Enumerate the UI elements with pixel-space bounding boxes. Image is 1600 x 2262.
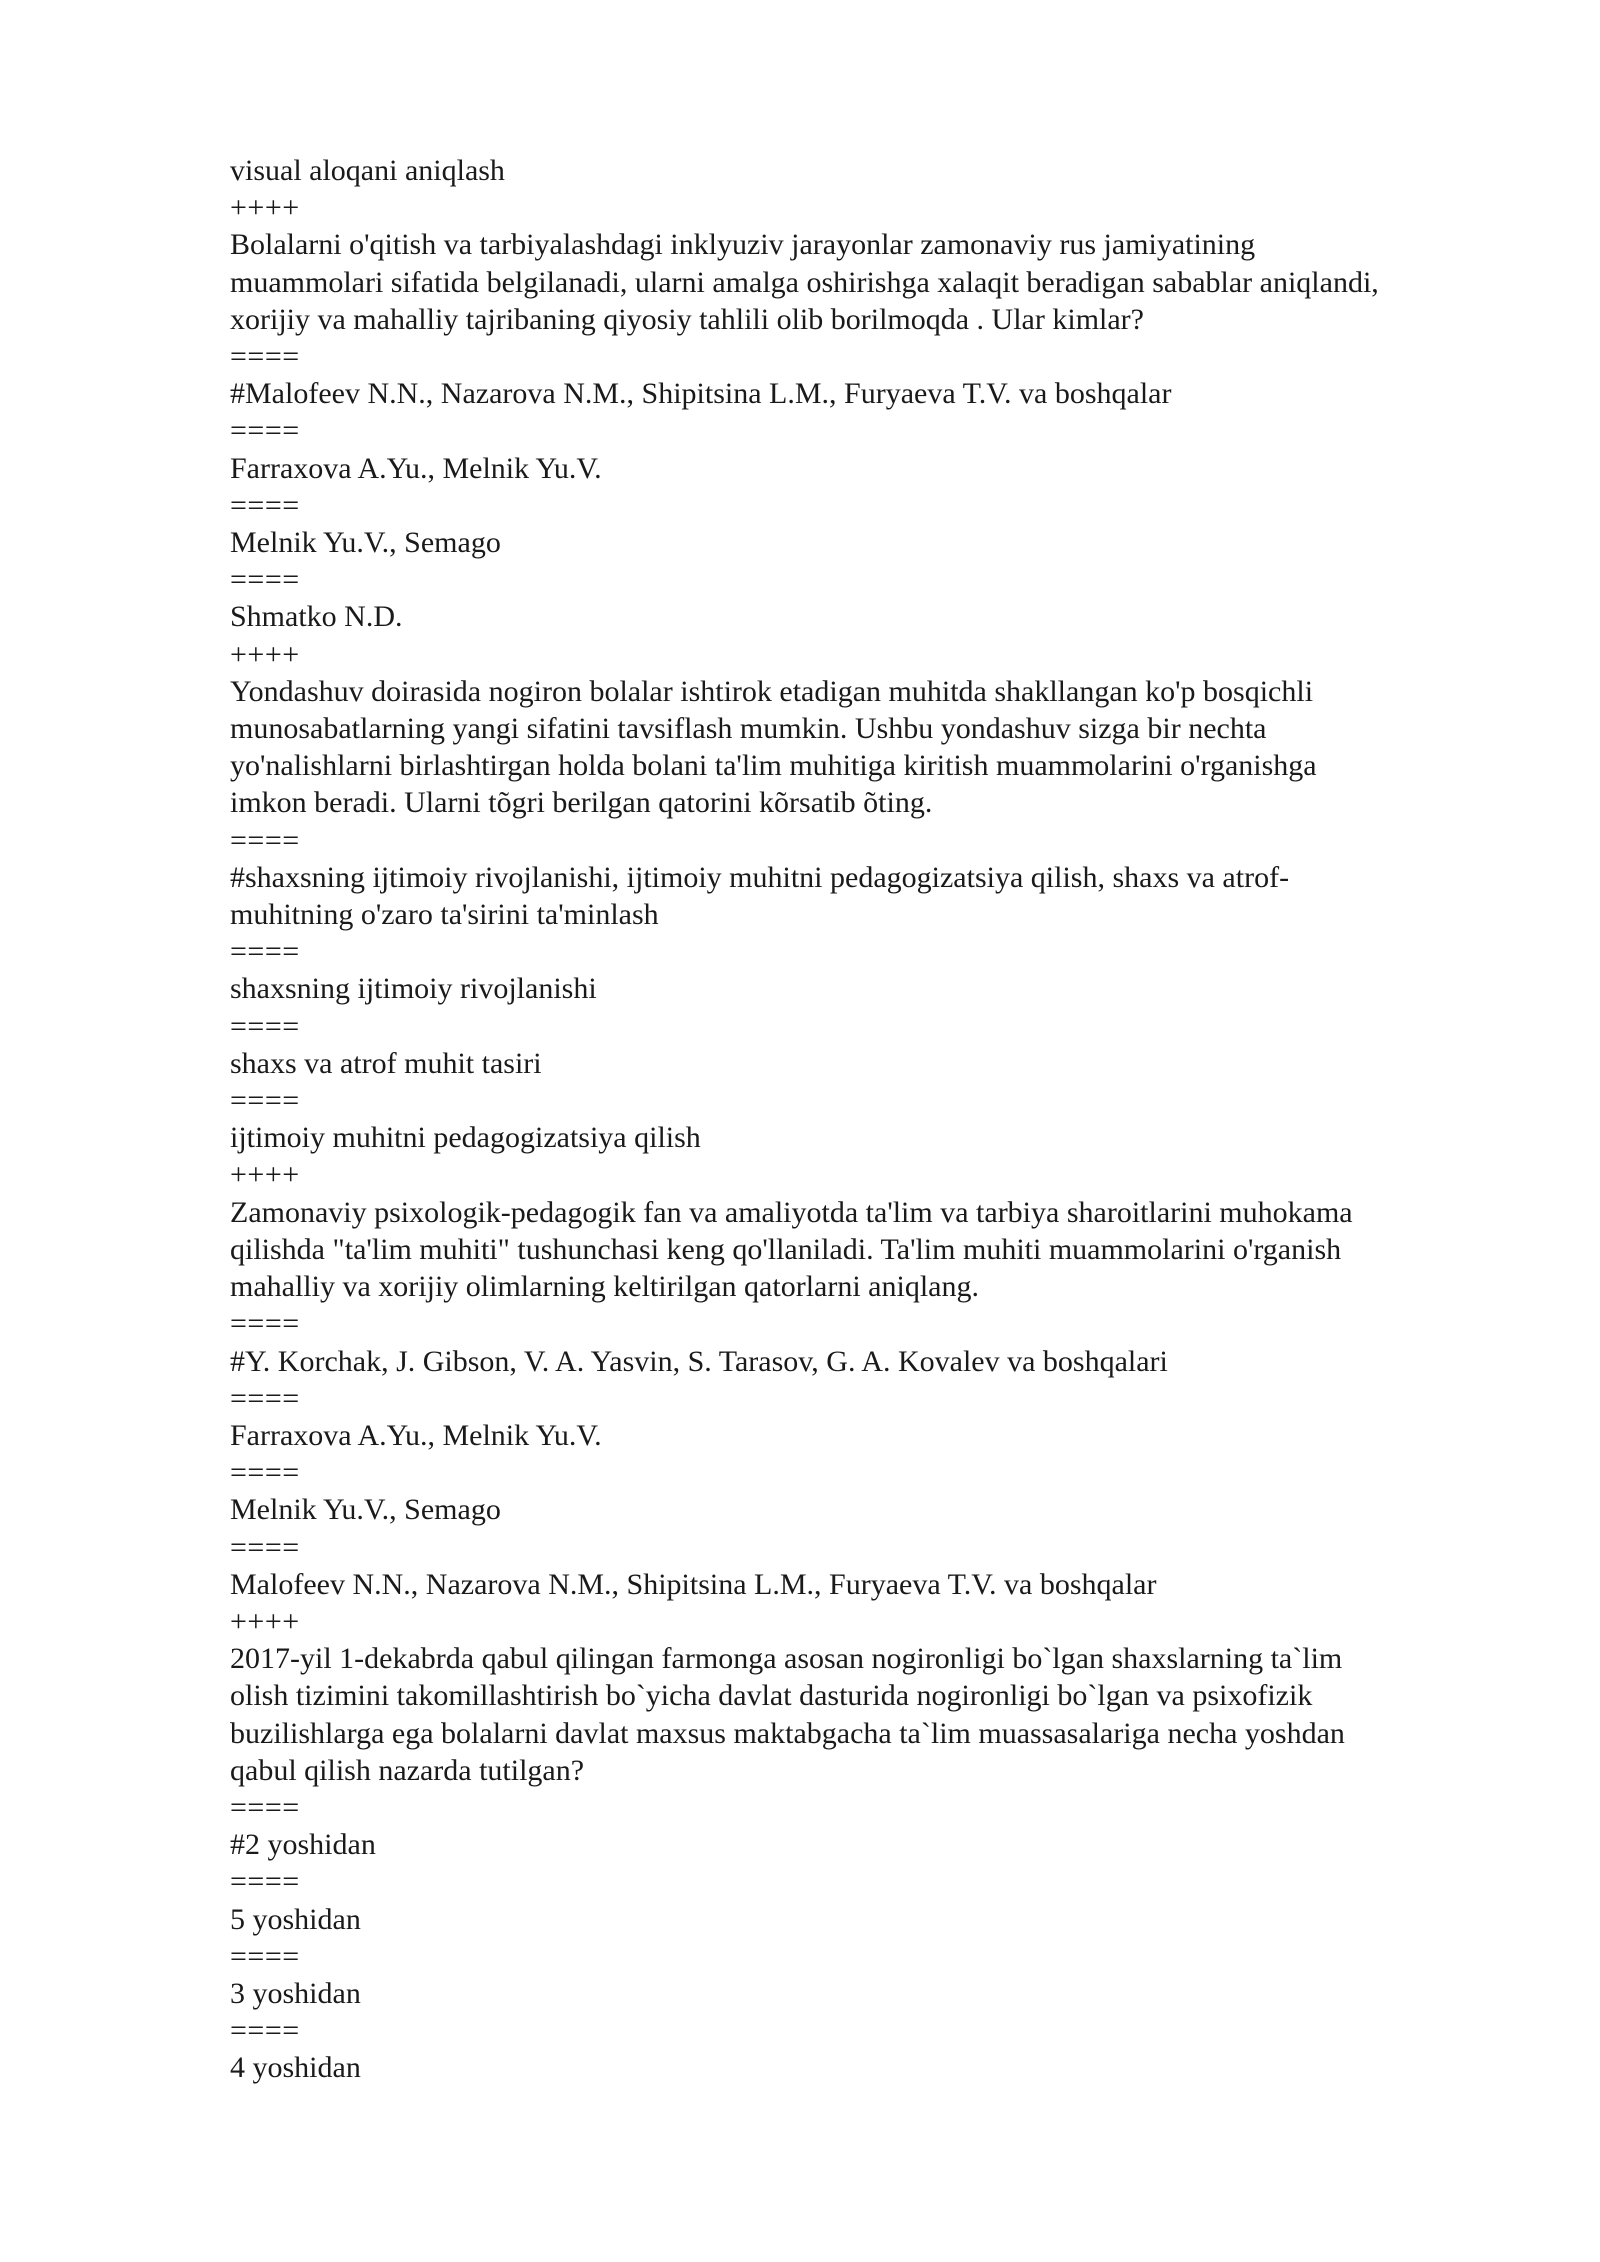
answer-option-line: Melnik Yu.V., Semago <box>230 1493 501 1527</box>
separator-line: ==== <box>230 1084 300 1118</box>
correct-answer-line: #Malofeev N.N., Nazarova N.M., Shipitsina L.M., Furyaeva T.V. va boshqalar <box>230 377 1172 411</box>
separator-line: ==== <box>230 935 300 969</box>
separator-line: ==== <box>230 563 300 597</box>
question-text-line: Bolalarni o'qitish va tarbiyalashdagi inklyuziv jarayonlar zamonaviy rus jamiyatining <box>230 228 1256 262</box>
correct-answer-line: #Y. Korchak, J. Gibson, V. A. Yasvin, S. Tarasov, G. A. Kovalev va boshqalari <box>230 1344 1168 1378</box>
question-text-line: muammolari sifatida belgilanadi, ularni amalga oshirishga xalaqit beradigan sabablar aniqlandi, <box>230 265 1379 299</box>
correct-answer-line: #2 yoshidan <box>230 1828 376 1862</box>
answer-option-line: shaxs va atrof muhit tasiri <box>230 1046 542 1080</box>
question-text-line: 2017-yil 1-dekabrda qabul qilingan farmonga asosan nogironligi bo`lgan shaxslarning ta`lim <box>230 1642 1343 1676</box>
answer-option-line: 3 yoshidan <box>230 1976 361 2010</box>
separator-line: ==== <box>230 1307 300 1341</box>
answer-option-line: Farraxova A.Yu., Melnik Yu.V. <box>230 451 602 485</box>
separator-line: ==== <box>230 1865 300 1899</box>
separator-line: ==== <box>230 1790 300 1824</box>
question-text-line: imkon beradi. Ularni tõgri berilgan qatorini kõrsatib õting. <box>230 786 933 820</box>
answer-option-line: 4 yoshidan <box>230 2051 361 2085</box>
separator-line: ==== <box>230 340 300 374</box>
question-text-line: xorijiy va mahalliy tajribaning qiyosiy tahlili olib borilmoqda . Ular kimlar? <box>230 302 1144 336</box>
question-text-line: yo'nalishlarni birlashtirgan holda bolani ta'lim muhitiga kiritish muammolarini o'rganishga <box>230 749 1317 783</box>
separator-line: ==== <box>230 1530 300 1564</box>
separator-line: ==== <box>230 1456 300 1490</box>
separator-line: ==== <box>230 1009 300 1043</box>
separator-line: ==== <box>230 823 300 857</box>
answer-option-line: Melnik Yu.V., Semago <box>230 526 501 560</box>
correct-answer-line: #shaxsning ijtimoiy rivojlanishi, ijtimoiy muhitni pedagogizatsiya qilish, shaxs va atrof- <box>230 860 1290 894</box>
separator-line: ==== <box>230 2014 300 2048</box>
answer-option-line: Shmatko N.D. <box>230 600 403 634</box>
answer-option-line: ijtimoiy muhitni pedagogizatsiya qilish <box>230 1121 701 1155</box>
question-text-line: qabul qilish nazarda tutilgan? <box>230 1753 585 1787</box>
question-text-line: munosabatlarning yangi sifatini tavsiflash mumkin. Ushbu yondashuv sizga bir nechta <box>230 712 1267 746</box>
text-line: visual aloqani aniqlash <box>230 154 505 187</box>
question-text-line: Yondashuv doirasida nogiron bolalar ishtirok etadigan muhitda shakllangan ko'p bosqichli <box>230 674 1314 708</box>
document-body <box>230 152 1500 2087</box>
separator-line: ++++ <box>230 1158 300 1192</box>
answer-option-line: Malofeev N.N., Nazarova N.M., Shipitsina L.M., Furyaeva T.V. va boshqalar <box>230 1567 1157 1601</box>
question-text-line: mahalliy va xorijiy olimlarning keltirilgan qatorlarni aniqlang. <box>230 1270 979 1304</box>
answer-option-line: shaxsning ijtimoiy rivojlanishi <box>230 972 597 1006</box>
separator-line: ==== <box>230 1381 300 1415</box>
question-text-line: buzilishlarga ega bolalarni davlat maxsus maktabgacha ta`lim muassasalariga necha yoshdan <box>230 1716 1345 1750</box>
separator-line: ==== <box>230 414 300 448</box>
question-text-line: qilishda "ta'lim muhiti" tushunchasi keng qo'llaniladi. Ta'lim muhiti muammolarini o'rganish <box>230 1232 1342 1266</box>
separator-line: ++++ <box>230 1604 300 1638</box>
answer-option-line: Farraxova A.Yu., Melnik Yu.V. <box>230 1418 602 1452</box>
correct-answer-line: muhitning o'zaro ta'sirini ta'minlash <box>230 898 659 932</box>
separator-line: ==== <box>230 1939 300 1973</box>
separator-line: ==== <box>230 488 300 522</box>
separator-line: ++++ <box>230 191 300 225</box>
separator-line: ++++ <box>230 637 300 671</box>
question-text-line: olish tizimini takomillashtirish bo`yicha davlat dasturida nogironligi bo`lgan va psixofizik <box>230 1679 1313 1713</box>
question-text-line: Zamonaviy psixologik-pedagogik fan va amaliyotda ta'lim va tarbiya sharoitlarini muhokama <box>230 1195 1353 1229</box>
answer-option-line: 5 yoshidan <box>230 1902 361 1936</box>
